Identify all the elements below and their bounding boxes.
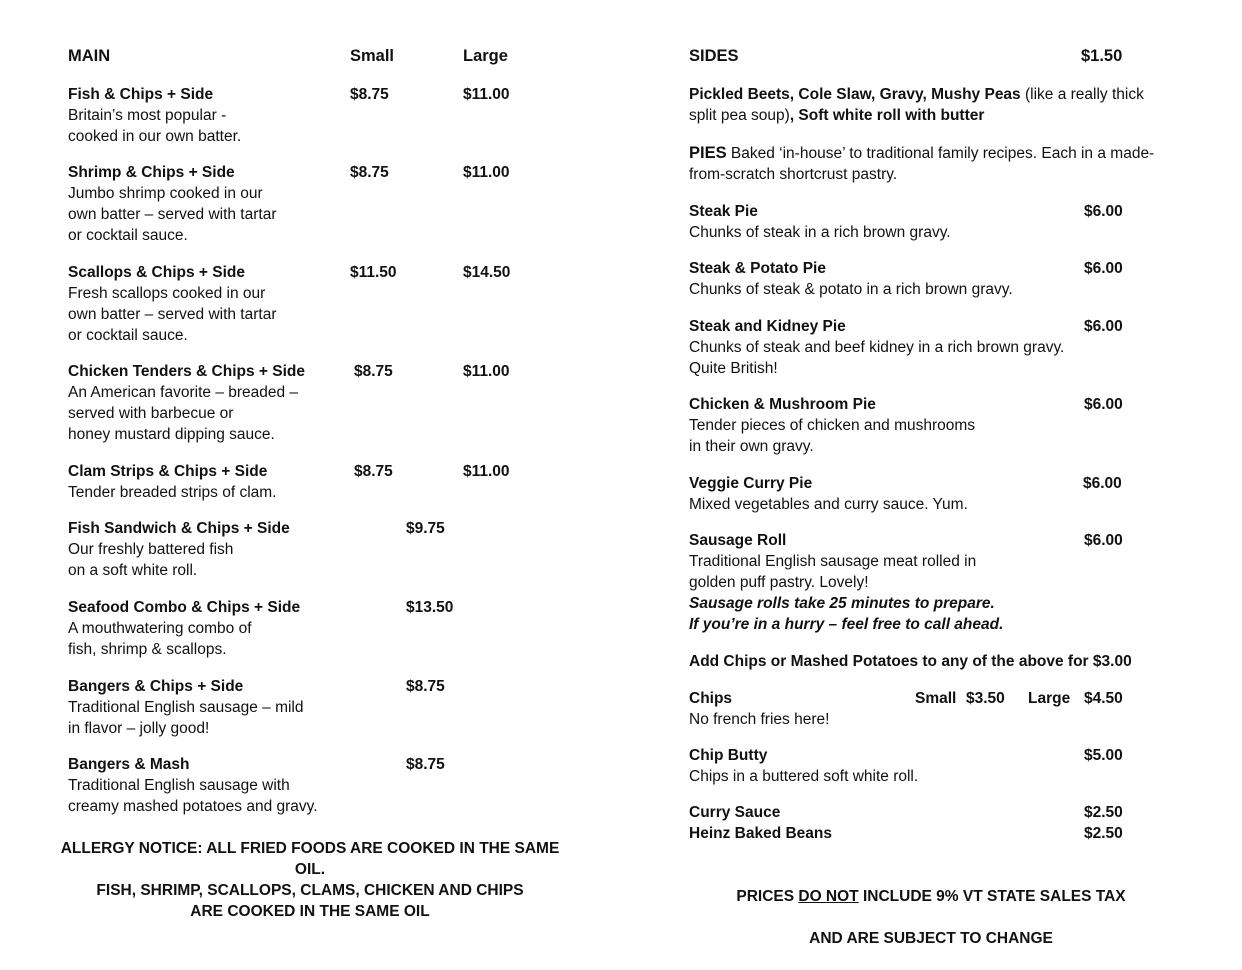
pies-intro xyxy=(689,143,1175,185)
pie-item xyxy=(689,201,1129,243)
item-name: Heinz Baked Beans xyxy=(689,825,832,842)
item-price: $2.50 xyxy=(1084,804,1123,821)
item-desc: Traditional English sausage with creamy mashed potatoes and gravy. xyxy=(68,777,318,815)
item-desc: Our freshly battered fish on a soft white roll. xyxy=(68,541,234,579)
item-price: $13.50 xyxy=(406,599,454,616)
item-name: Chicken & Mushroom Pie xyxy=(689,396,876,413)
sides-header: SIDES xyxy=(689,47,739,65)
item-name: Scallops & Chips + Side xyxy=(68,264,246,281)
item-desc: No french fries here! xyxy=(689,711,830,728)
sides-list-note: (like a really thick split pea soup) xyxy=(689,86,1144,124)
sides-list-bold: Pickled Beets, Cole Slaw, Gravy, Mushy Peas xyxy=(689,86,1021,103)
item-desc: Tender breaded strips of clam. xyxy=(68,484,277,501)
sausage-note: If you’re in a hurry – feel free to call ahead. xyxy=(689,616,1004,633)
item-desc: An American favorite – breaded – served with barbecue or honey mustard dipping sauce. xyxy=(68,384,299,443)
item-price-small: $8.75 xyxy=(350,164,389,181)
chips-item xyxy=(689,688,1129,730)
item-desc: Fresh scallops cooked in our own batter – served with tartar or cocktail sauce. xyxy=(68,285,277,344)
chips-large-price: $4.50 xyxy=(1084,690,1123,707)
item-desc: Chunks of steak and beef kidney in a rich brown gravy. Quite British! xyxy=(689,339,1065,377)
sides-list xyxy=(689,84,1175,126)
menu-item xyxy=(68,361,588,445)
item-desc: Chips in a buttered soft white roll. xyxy=(689,768,919,785)
item-desc: Traditional English sausage – mild in flavor – jolly good! xyxy=(68,699,304,737)
menu-item xyxy=(68,518,588,581)
item-price: $5.00 xyxy=(1084,747,1123,764)
item-price-large: $11.00 xyxy=(463,363,510,380)
item-name: Fish & Chips + Side xyxy=(68,86,214,103)
item-name: Steak Pie xyxy=(689,203,758,220)
menu-item xyxy=(68,754,588,817)
item-price: $2.50 xyxy=(1084,825,1123,842)
chips-large-label: Large xyxy=(1028,690,1071,707)
item-price: $9.75 xyxy=(406,520,445,537)
menu-item xyxy=(68,676,588,739)
baked-beans-item xyxy=(689,823,1129,844)
pie-item xyxy=(689,316,1129,379)
large-header: Large xyxy=(463,47,508,65)
item-desc: Tender pieces of chicken and mushrooms in their own gravy. xyxy=(689,417,976,455)
item-price-large: $14.50 xyxy=(463,264,511,281)
item-name: Chips xyxy=(689,690,733,707)
item-price-small: $8.75 xyxy=(354,463,393,480)
item-desc: A mouthwatering combo of fish, shrimp & scallops. xyxy=(68,620,252,658)
pies-header: PIES xyxy=(689,144,727,162)
item-name: Fish Sandwich & Chips + Side xyxy=(68,520,290,537)
item-name: Steak & Potato Pie xyxy=(689,260,826,277)
chip-butty-item xyxy=(689,745,1129,787)
menu-item xyxy=(68,597,588,660)
item-name: Chicken Tenders & Chips + Side xyxy=(68,363,306,380)
item-name: Shrimp & Chips + Side xyxy=(68,164,235,181)
menu-item xyxy=(68,262,588,346)
sides-price: $1.50 xyxy=(1081,47,1123,65)
chips-small-label: Small xyxy=(915,690,957,707)
item-name: Clam Strips & Chips + Side xyxy=(68,463,268,480)
item-price-large: $11.00 xyxy=(463,86,510,103)
pie-item xyxy=(689,530,1129,635)
menu-item xyxy=(68,84,588,147)
item-name: Bangers & Chips + Side xyxy=(68,678,244,695)
add-chips-note: Add Chips or Mashed Potatoes to any of the above for $3.00 xyxy=(689,653,1132,670)
pie-item xyxy=(689,258,1129,300)
item-price: $6.00 xyxy=(1083,475,1122,492)
item-price-large: $11.00 xyxy=(463,164,510,181)
item-desc: Chunks of steak & potato in a rich brown gravy. xyxy=(689,281,1013,298)
item-name: Chip Butty xyxy=(689,747,768,764)
menu-item xyxy=(68,461,588,503)
tax-notice-text: PRICES xyxy=(736,888,799,905)
pie-item xyxy=(689,394,1129,457)
item-price: $6.00 xyxy=(1084,203,1123,220)
item-name: Seafood Combo & Chips + Side xyxy=(68,599,301,616)
item-name: Steak and Kidney Pie xyxy=(689,318,846,335)
item-price-small: $8.75 xyxy=(354,363,393,380)
item-price: $6.00 xyxy=(1084,532,1123,549)
item-desc: Mixed vegetables and curry sauce. Yum. xyxy=(689,496,968,513)
tax-notice-text: INCLUDE 9% VT STATE SALES TAX xyxy=(858,888,1126,905)
item-price-small: $8.75 xyxy=(350,86,389,103)
tax-notice xyxy=(689,865,1173,970)
item-price: $6.00 xyxy=(1084,318,1123,335)
small-header: Small xyxy=(350,47,395,65)
main-header: MAIN xyxy=(68,47,111,65)
pies-desc: Baked ‘in-house’ to traditional family recipes. Each in a made-from-scratch shortcrust pastry. xyxy=(689,145,1155,183)
item-price: $6.00 xyxy=(1084,396,1123,413)
sausage-note: Sausage rolls take 25 minutes to prepare. xyxy=(689,595,995,612)
item-price: $6.00 xyxy=(1084,260,1123,277)
item-price: $8.75 xyxy=(406,678,445,695)
item-desc: Jumbo shrimp cooked in our own batter – served with tartar or cocktail sauce. xyxy=(68,185,277,244)
curry-sauce-item xyxy=(689,802,1129,823)
menu-item xyxy=(68,162,588,246)
item-name: Bangers & Mash xyxy=(68,756,190,773)
item-price: $8.75 xyxy=(406,756,445,773)
chips-small-price: $3.50 xyxy=(966,690,1005,707)
item-name: Sausage Roll xyxy=(689,532,787,549)
tax-notice-emphasis: DO NOT xyxy=(798,888,859,905)
item-desc: Chunks of steak in a rich brown gravy. xyxy=(689,224,951,241)
sides-list-bold-end: , Soft white roll with butter xyxy=(789,107,985,124)
item-name: Curry Sauce xyxy=(689,804,781,821)
item-price-small: $11.50 xyxy=(350,264,397,281)
allergy-notice: ALLERGY NOTICE: ALL FRIED FOODS ARE COOKED IN THE SAME OIL. FISH, SHRIMP, SCALLOPS, CLAMS, CHICKEN AND CHIPS ARE COOKED IN THE SAME OIL xyxy=(60,840,560,920)
item-desc: Britain’s most popular - cooked in our own batter. xyxy=(68,107,242,145)
tax-notice-line2: AND ARE SUBJECT TO CHANGE xyxy=(809,930,1053,947)
item-desc: Traditional English sausage meat rolled in golden puff pastry. Lovely! xyxy=(689,553,977,591)
item-name: Veggie Curry Pie xyxy=(689,475,813,492)
pie-item xyxy=(689,473,1129,515)
item-price-large: $11.00 xyxy=(463,463,510,480)
